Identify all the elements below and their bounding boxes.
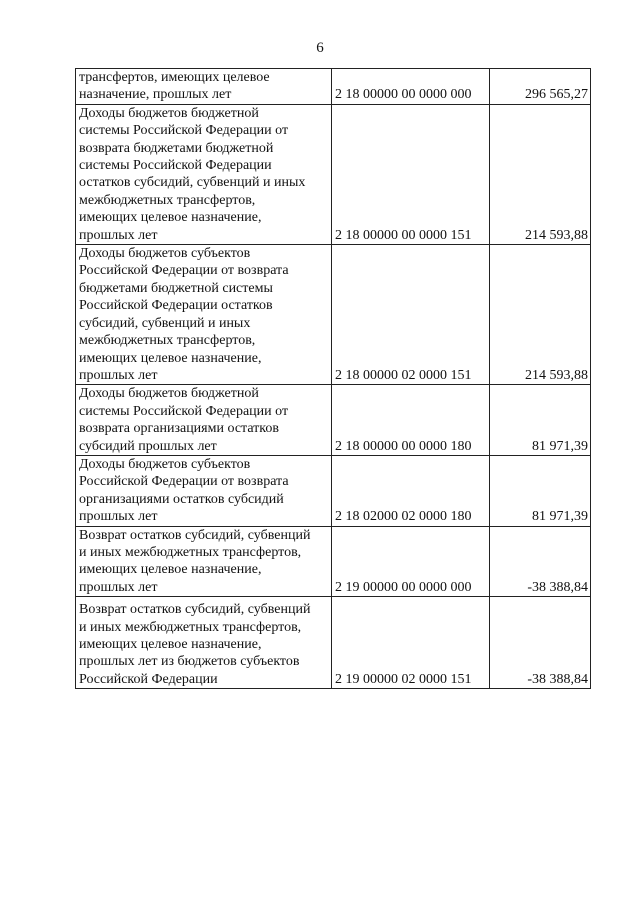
row-name-line: и иных межбюджетных трансфертов, bbox=[79, 619, 302, 635]
row-name-line: Российской Федерации bbox=[79, 671, 218, 687]
row-name-cell bbox=[76, 69, 332, 105]
row-code-cell: 2 19 00000 02 0000 151 bbox=[332, 597, 490, 689]
row-name-line: прошлых лет bbox=[79, 367, 158, 383]
row-name-line: субсидий, субвенций и иных bbox=[79, 315, 251, 331]
row-code-cell: 2 19 00000 00 0000 000 bbox=[332, 526, 490, 597]
row-name-cell bbox=[76, 597, 332, 689]
row-name-line: Доходы бюджетов бюджетной bbox=[79, 386, 259, 402]
row-amount-cell: 81 971,39 bbox=[490, 385, 591, 456]
row-amount-cell: 81 971,39 bbox=[490, 455, 591, 526]
row-name-line: организациями остатков субсидий bbox=[79, 491, 284, 507]
row-amount-cell: -38 388,84 bbox=[490, 597, 591, 689]
row-name-cell bbox=[76, 385, 332, 456]
row-amount-cell: 214 593,88 bbox=[490, 245, 591, 385]
row-name-line: Российской Федерации от возврата bbox=[79, 474, 289, 490]
row-code-cell: 2 18 02000 02 0000 180 bbox=[332, 455, 490, 526]
row-name-line: имеющих целевое назначение, bbox=[79, 210, 262, 226]
row-code-cell: 2 18 00000 00 0000 000 bbox=[332, 69, 490, 105]
table-row bbox=[76, 526, 591, 597]
row-name-cell bbox=[76, 245, 332, 385]
row-amount-cell: 296 565,27 bbox=[490, 69, 591, 105]
budget-revenue-table bbox=[75, 68, 591, 689]
row-name-line: прошлых лет из бюджетов субъектов bbox=[79, 654, 300, 670]
row-name-line: имеющих целевое назначение, bbox=[79, 350, 262, 366]
row-code-cell: 2 18 00000 00 0000 151 bbox=[332, 104, 490, 244]
row-amount-cell: 214 593,88 bbox=[490, 104, 591, 244]
row-name-line: Российской Федерации от возврата bbox=[79, 263, 289, 279]
row-name-line: Доходы бюджетов субъектов bbox=[79, 456, 251, 472]
row-name-line: прошлых лет bbox=[79, 579, 158, 595]
table-row bbox=[76, 69, 591, 105]
row-name-line: Российской Федерации остатков bbox=[79, 298, 273, 314]
row-name-line: возврата бюджетами бюджетной bbox=[79, 140, 274, 156]
row-name-cell bbox=[76, 104, 332, 244]
row-name-line: Доходы бюджетов субъектов bbox=[79, 246, 251, 262]
row-name-line: прошлых лет bbox=[79, 227, 158, 243]
table-row bbox=[76, 104, 591, 244]
row-name-line: системы Российской Федерации от bbox=[79, 403, 289, 419]
row-name-line: субсидий прошлых лет bbox=[79, 438, 217, 454]
table-row bbox=[76, 245, 591, 385]
row-name-line: межбюджетных трансфертов, bbox=[79, 192, 256, 208]
table-row bbox=[76, 385, 591, 456]
row-name-cell bbox=[76, 455, 332, 526]
table-row bbox=[76, 455, 591, 526]
row-name-line: имеющих целевое назначение, bbox=[79, 637, 262, 652]
row-name-line: бюджетами бюджетной системы bbox=[79, 280, 273, 296]
row-code-cell: 2 18 00000 02 0000 151 bbox=[332, 245, 490, 385]
row-name-line: Возврат остатков субсидий, субвенций bbox=[79, 527, 311, 543]
row-name-line: межбюджетных трансфертов, bbox=[79, 333, 256, 349]
row-name-line: системы Российской Федерации bbox=[79, 158, 272, 174]
row-name-line: остатков субсидий, субвенций и иных bbox=[79, 175, 306, 191]
row-name-line: возврата организациями остатков bbox=[79, 421, 279, 437]
row-name-line: Доходы бюджетов бюджетной bbox=[79, 105, 259, 121]
budget-table-body bbox=[76, 69, 591, 689]
row-code-cell: 2 18 00000 00 0000 180 bbox=[332, 385, 490, 456]
page-number: 6 bbox=[316, 40, 324, 56]
row-name-line: прошлых лет bbox=[79, 509, 158, 525]
table-row bbox=[76, 597, 591, 689]
row-name-line: системы Российской Федерации от bbox=[79, 123, 289, 139]
row-name-line: назначение, прошлых лет bbox=[79, 87, 232, 103]
row-name-line: и иных межбюджетных трансфертов, bbox=[79, 544, 302, 560]
row-name-line: Возврат остатков субсидий, субвенций bbox=[79, 602, 311, 618]
row-name-cell bbox=[76, 526, 332, 597]
row-name-line: имеющих целевое назначение, bbox=[79, 562, 262, 578]
row-name-line: трансфертов, имеющих целевое bbox=[79, 70, 270, 85]
row-amount-cell: -38 388,84 bbox=[490, 526, 591, 597]
